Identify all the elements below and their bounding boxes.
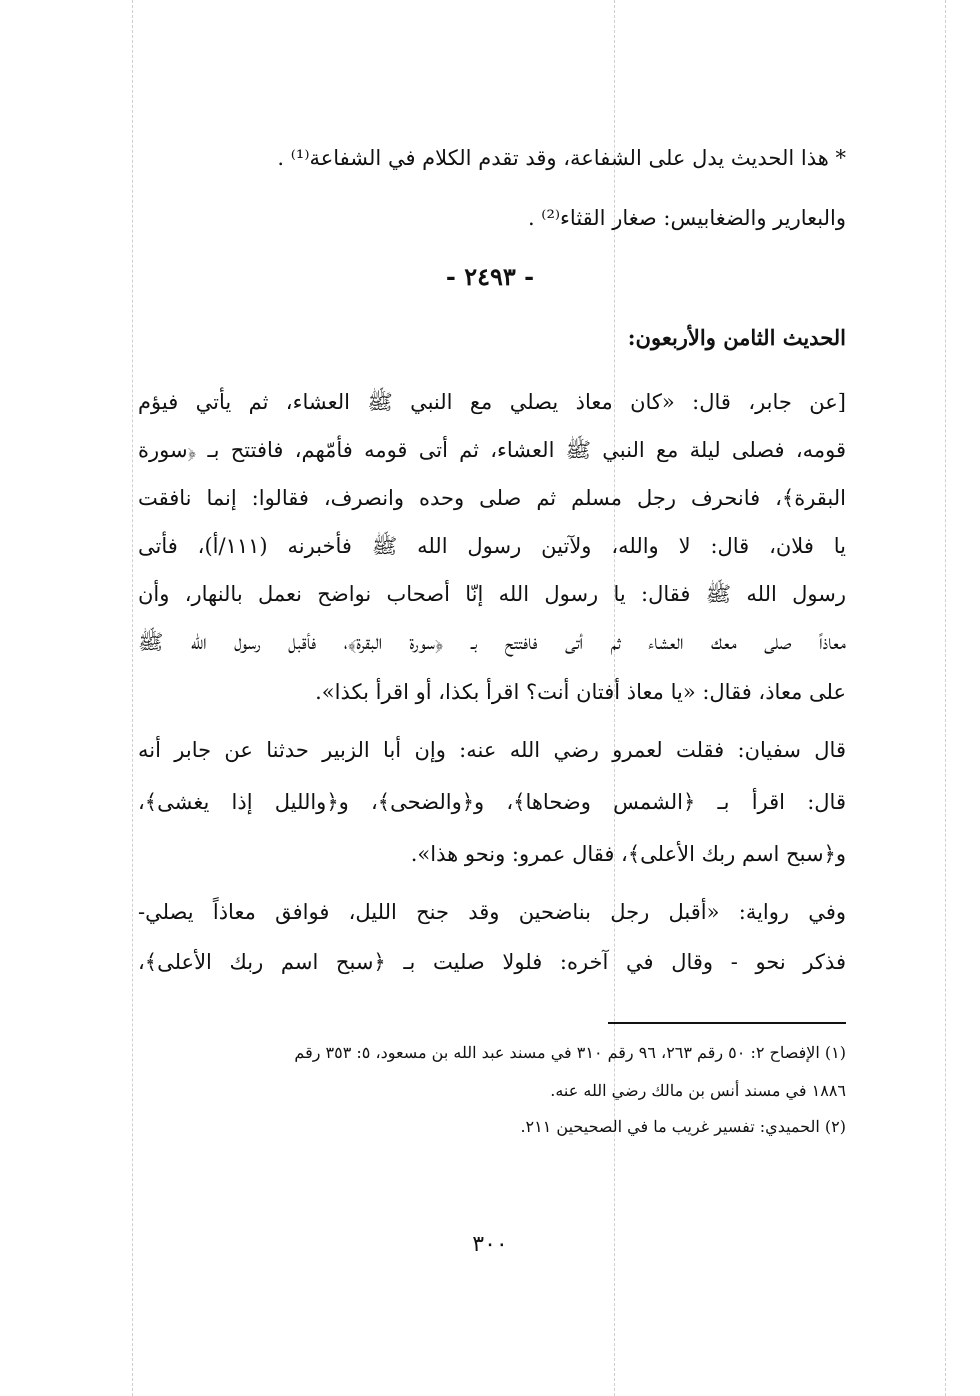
paragraph-line: قومه، فصلى ليلة مع النبي ﷺ العشاء، ثم أتى قومه فأمّهم، فافتتح بـ ﴿سورة <box>138 438 846 462</box>
paragraph-line: على معاذ، فقال: «يا معاذ أفتان أنت؟ اقرأ بكذا، أو اقرأ بكذا». <box>315 680 846 704</box>
paragraph-line: يا فلان، قال: لا والله، ولآتين رسول الله ﷺ فأخبرنه (١١١/أ)، فأتى <box>138 534 847 558</box>
footnote-line: (١) الإفصاح ٢: ٥٠ رقم ٢٦٣، ٩٦ رقم ٣١٠ في مسند عبد الله بن مسعود، ٥: ٣٥٣ رقم <box>294 1043 846 1062</box>
hadith-heading: الحديث الثامن والأربعون: <box>627 325 846 350</box>
paragraph-line: رسول الله ﷺ فقال: يا رسول الله إنّا أصحاب نواضح نعمل بالنهار، وأن <box>138 582 846 606</box>
paragraph-line: قال: اقرأ بـ ﴿الشمس وضحاها﴾، و﴿والضحى﴾، و﴿والليل إذا يغشى﴾، <box>138 790 846 814</box>
page-number: ٣٠٠ <box>472 1232 508 1257</box>
paragraph-line: قال سفيان: فقلت لعمرو رضي الله عنه: وإن أبا الزبير حدثنا عن جابر أنه <box>138 738 846 762</box>
footnote-line: (٢) الحميدي: تفسير غريب ما في الصحيحين ٢١١. <box>520 1117 846 1136</box>
paragraph-line: البقرة﴾، فانحرف رجل مسلم ثم صلى وحده وانصرف، فقالوا: إنما نافقت <box>138 486 846 510</box>
paragraph-line: [عن جابر، قال: «كان معاذ يصلي مع النبي ﷺ العشاء، ثم يأتي فيؤم <box>138 390 846 414</box>
footnote-separator <box>608 1022 846 1024</box>
scan-artifact-line <box>132 0 133 1396</box>
scan-artifact-line <box>945 0 946 1396</box>
paragraph-line: و﴿سبح اسم ربك الأعلى﴾، فقال عمرو: ونحو هذا». <box>410 842 846 866</box>
intro-line: والبعارير والضغابيس: صغار القثاء⁽²⁾ . <box>527 206 846 230</box>
paragraph-line: وفي رواية: «أقبل رجل بناضحين وقد جنح الليل، فوافق معاذاً يصلي- <box>138 900 846 924</box>
hadith-number: - ٢٤٩٣ - <box>445 262 535 291</box>
footnote-line: ١٨٨٦ في مسند أنس بن مالك رضي الله عنه. <box>550 1081 846 1100</box>
intro-line: * هذا الحديث يدل على الشفاعة، وقد تقدم الكلام في الشفاعة⁽¹⁾ . <box>277 146 846 170</box>
paragraph-line: معاذاً صلى معك العشاء ثم أتى فافتتح بـ ﴿سورة البقرة﴾، فأقبل رسول الله ﷺ <box>138 630 846 654</box>
paragraph-line: فذكر نحو - وقال في آخره: فلولا صليت بـ ﴿سبح اسم ربك الأعلى﴾، <box>138 950 846 974</box>
